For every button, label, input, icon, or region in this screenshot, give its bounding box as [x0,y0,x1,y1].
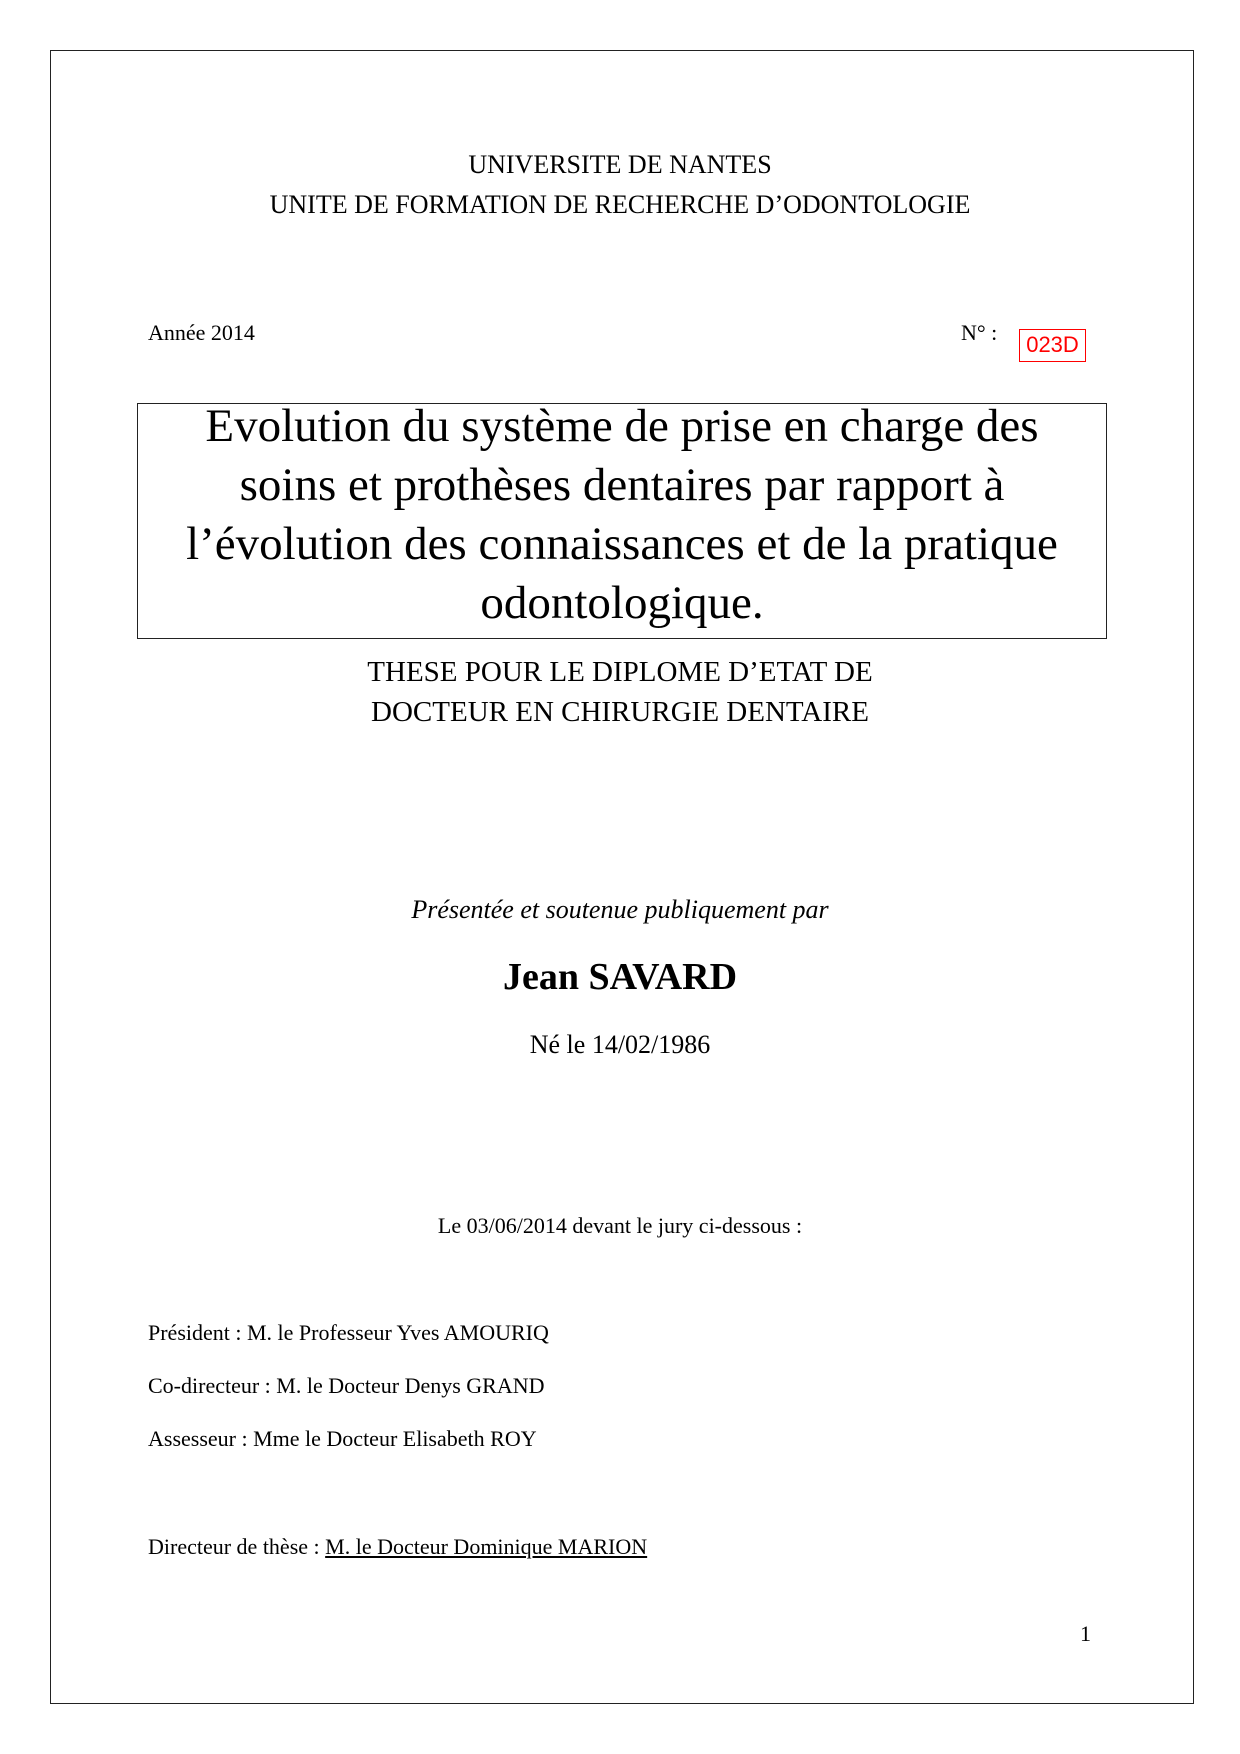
director-label: Directeur de thèse : [148,1534,326,1559]
author-name: Jean SAVARD [502,956,738,998]
thesis-director [148,1534,647,1560]
number-label: N° : [961,320,998,345]
thesis-title [137,397,1107,633]
thesis-type-line-1: THESE POUR LE DIPLOME D’ETAT DE [367,656,873,688]
title-line: soins et prothèses dentaires par rapport à [239,459,1005,511]
page-number: 1 [1080,1621,1091,1646]
thesis-number-stamp: 023D [1019,329,1086,362]
jury-assessor: Assesseur : Mme le Docteur Elisabeth ROY [148,1426,537,1451]
year-label: Année 2014 [148,320,255,345]
jury-president: Président : M. le Professeur Yves AMOURIQ [148,1320,549,1345]
thesis-type-line-2: DOCTEUR EN CHIRURGIE DENTAIRE [371,696,869,728]
title-line: l’évolution des connaissances et de la pratique [186,518,1058,570]
faculty-name: UNITE DE FORMATION DE RECHERCHE D’ODONTOLOGIE [269,190,971,219]
page-border [50,50,1194,1704]
presentation-intro: Présentée et soutenue publiquement par [411,895,829,924]
title-line: odontologique. [480,577,764,629]
jury-codirector: Co-directeur : M. le Docteur Denys GRAND [148,1373,545,1398]
birth-date: Né le 14/02/1986 [529,1030,711,1059]
title-line: Evolution du système de prise en charge des [205,400,1039,452]
university-name: UNIVERSITE DE NANTES [468,150,772,179]
defense-date: Le 03/06/2014 devant le jury ci-dessous : [437,1213,803,1238]
director-name: M. le Docteur Dominique MARION [325,1534,648,1559]
